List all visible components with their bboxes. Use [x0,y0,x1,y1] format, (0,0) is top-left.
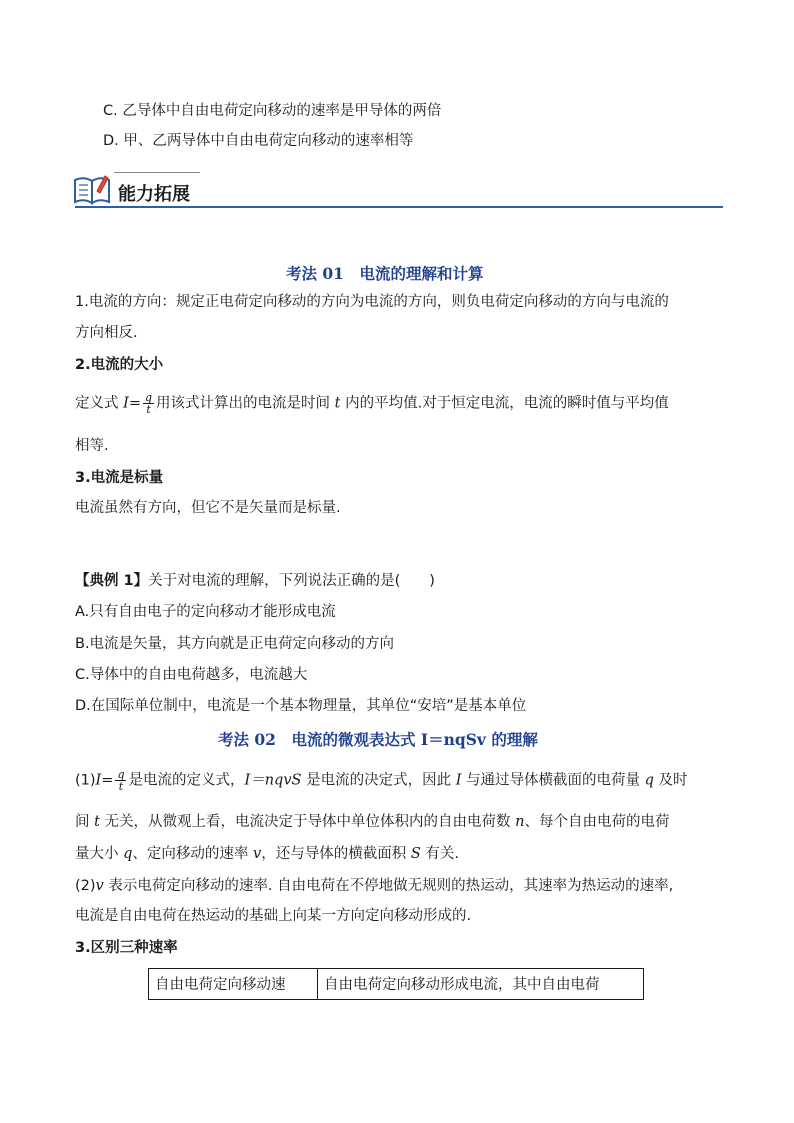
method1-p3: 电流虽然有方向，但它不是矢量而是标量. [75,500,341,516]
method1-title: 考法 01 电流的理解和计算 [286,264,484,283]
section-top-rule [114,172,200,173]
example1-option-d: D.在国际单位制中，电流是一个基本物理量，其单位“安培”是基本单位 [75,698,527,714]
option-d: D. 甲、乙两导体中自由电荷定向移动的速率相等 [103,133,414,149]
table-cell: 自由电荷定向移动速 [149,969,318,1000]
method2-line5: 电流是自由电荷在热运动的基础上向某一方向定向移动形成的. [75,908,472,924]
method2-line4: (2)v 表示电荷定向移动的速率. 自由电荷在不停地做无规则的热运动，其速率为热运动的速率, [75,878,674,894]
method2-title: 考法 02 电流的微观表达式 I＝nqSv 的理解 [218,730,538,749]
fraction-q-over-t: $\frac{q}{t}$ [145,391,153,416]
method2-line3: 量大小 q、定向移动的速率 v，还与导体的横截面积 S 有关. [75,846,459,862]
method2-line1: (1)I= $\frac{q}{t}$ 是电流的定义式，I＝nqvS 是电流的决定式，因此 I 与通过导体横截面的电荷量 q 及时 [75,768,688,793]
example1-option-b: B.电流是矢量，其方向就是正电荷定向移动的方向 [75,636,395,652]
method2-line2: 间 t 无关，从微观上看，电流决定于导体中单位体积内的自由电荷数 n、每个自由电荷的电荷 [75,814,670,830]
method1-definition-line1: 定义式 I= $\frac{q}{t}$ 用该式计算出的电流是时间 t 内的平均值.对于恒定电流，电流的瞬时值与平均值 [75,391,669,416]
example1-option-a: A.只有自由电子的定向移动才能形成电流 [75,604,336,620]
method1-h3: 3.电流是标量 [75,470,164,486]
section-rule [75,206,723,208]
method1-definition-line2: 相等. [75,438,109,454]
method1-h2: 2.电流的大小 [75,357,164,373]
method2-h3: 3.区别三种速率 [75,940,178,956]
section-title: 能力拓展 [118,184,190,205]
option-c: C. 乙导体中自由电荷定向移动的速率是甲导体的两倍 [103,103,442,119]
table-row [149,969,644,1000]
method1-p1-line1: 1.电流的方向：规定正电荷定向移动的方向为电流的方向，则负电荷定向移动的方向与电流的 [75,294,669,310]
table-cell: 自由电荷定向移动形成电流，其中自由电荷 [318,969,644,1000]
method1-p1-line2: 方向相反. [75,325,138,341]
fraction-q-over-t-2: $\frac{q}{t}$ [117,768,125,793]
example1-question: 【典例 1】关于对电流的理解，下列说法正确的是( ) [75,573,435,589]
example1-option-c: C.导体中的自由电荷越多，电流越大 [75,667,308,683]
open-book-icon [72,172,112,206]
speed-comparison-table [148,968,644,1000]
